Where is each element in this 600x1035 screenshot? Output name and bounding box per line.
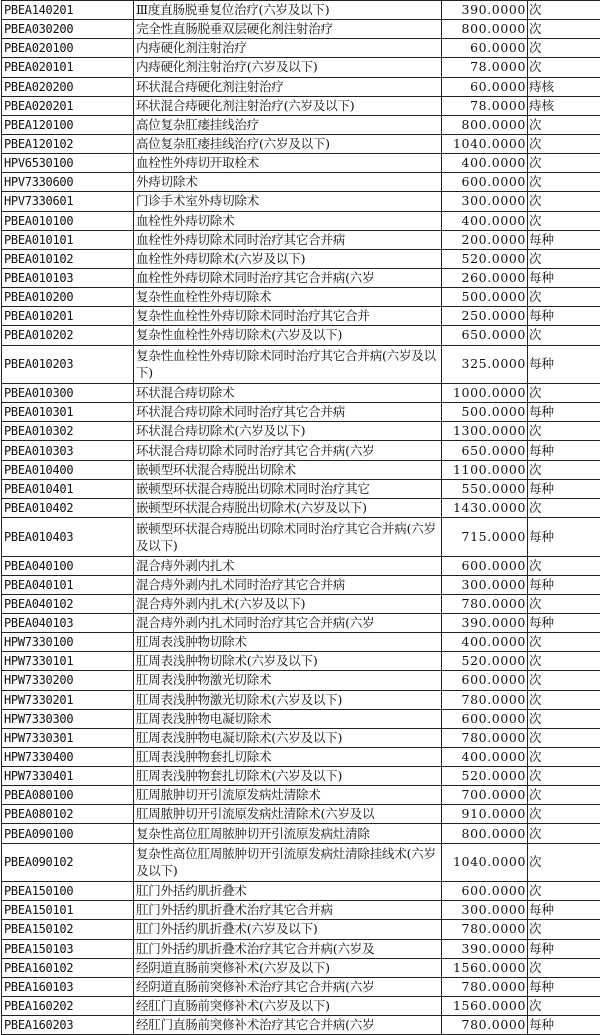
item-price: 500.0000 xyxy=(442,288,528,307)
item-code: PBEA010203 xyxy=(2,345,134,384)
item-code: PBEA010301 xyxy=(2,403,134,422)
table-row xyxy=(2,211,600,230)
table-row xyxy=(2,58,600,77)
item-unit: 次 xyxy=(528,709,600,728)
item-name: 肛周表浅肿物电凝切除术 xyxy=(134,709,442,728)
table-row xyxy=(2,20,600,39)
item-code: HPW7330401 xyxy=(2,767,134,786)
item-name: 肛门外括约肌折叠术(六岁及以下) xyxy=(134,920,442,939)
item-price: 400.0000 xyxy=(442,211,528,230)
item-code: PBEA160102 xyxy=(2,958,134,977)
fee-table xyxy=(1,0,600,1035)
item-price: 600.0000 xyxy=(442,882,528,901)
item-unit: 次 xyxy=(528,173,600,192)
item-price: 780.0000 xyxy=(442,920,528,939)
table-row xyxy=(2,977,600,996)
item-name: 内痔硬化剂注射治疗(六岁及以下) xyxy=(134,58,442,77)
item-name: 环状混合痔切除术同时治疗其它合并病 xyxy=(134,403,442,422)
item-price: 600.0000 xyxy=(442,173,528,192)
item-name: 复杂性血栓性外痔切除术 xyxy=(134,288,442,307)
item-name: 环状混合痔切除术 xyxy=(134,384,442,403)
item-unit: 每种 xyxy=(528,1016,600,1035)
table-row xyxy=(2,805,600,824)
item-code: PBEA010100 xyxy=(2,211,134,230)
item-unit: 每种 xyxy=(528,441,600,460)
item-name: 门诊手术室外痔切除术 xyxy=(134,192,442,211)
item-code: PBEA010201 xyxy=(2,307,134,326)
item-name: 嵌顿型环状混合痔脱出切除术 xyxy=(134,460,442,479)
table-row xyxy=(2,115,600,134)
table-row xyxy=(2,498,600,517)
item-price: 780.0000 xyxy=(442,1016,528,1035)
item-price: 650.0000 xyxy=(442,441,528,460)
item-price: 520.0000 xyxy=(442,249,528,268)
item-unit: 每种 xyxy=(528,307,600,326)
table-row xyxy=(2,594,600,613)
item-name: 复杂性血栓性外痔切除术同时治疗其它合并 xyxy=(134,307,442,326)
item-unit: 次 xyxy=(528,249,600,268)
item-name: 经肛门直肠前突修补术(六岁及以下) xyxy=(134,996,442,1015)
table-row xyxy=(2,326,600,345)
item-name: 肛门外括约肌折叠术 xyxy=(134,882,442,901)
item-price: 60.0000 xyxy=(442,39,528,58)
item-price: 600.0000 xyxy=(442,671,528,690)
table-row xyxy=(2,652,600,671)
table-row xyxy=(2,134,600,153)
table-row xyxy=(2,249,600,268)
item-name: 高位复杂肛瘘挂线治疗 xyxy=(134,115,442,134)
item-code: PBEA080102 xyxy=(2,805,134,824)
item-price: 250.0000 xyxy=(442,307,528,326)
item-unit: 次 xyxy=(528,671,600,690)
item-code: PBEA080100 xyxy=(2,786,134,805)
item-price: 200.0000 xyxy=(442,230,528,249)
item-name: 肛周表浅肿物电凝切除术(六岁及以下) xyxy=(134,728,442,747)
item-price: 1100.0000 xyxy=(442,460,528,479)
item-price: 780.0000 xyxy=(442,728,528,747)
item-price: 600.0000 xyxy=(442,556,528,575)
table-row xyxy=(2,403,600,422)
table-row xyxy=(2,307,600,326)
item-price: 1300.0000 xyxy=(442,422,528,441)
item-code: PBEA020201 xyxy=(2,96,134,115)
item-name: 复杂性高位肛周脓肿切开引流原发病灶清除 xyxy=(134,824,442,843)
item-code: PBEA160103 xyxy=(2,977,134,996)
item-unit: 次 xyxy=(528,211,600,230)
item-price: 78.0000 xyxy=(442,58,528,77)
item-code: PBEA010202 xyxy=(2,326,134,345)
item-price: 1040.0000 xyxy=(442,843,528,882)
item-name: 嵌顿型环状混合痔脱出切除术同时治疗其它 xyxy=(134,479,442,498)
item-unit: 每种 xyxy=(528,977,600,996)
table-row xyxy=(2,575,600,594)
item-code: HPV7330601 xyxy=(2,192,134,211)
item-unit: 次 xyxy=(528,996,600,1015)
item-price: 910.0000 xyxy=(442,805,528,824)
table-row xyxy=(2,384,600,403)
item-price: 400.0000 xyxy=(442,633,528,652)
item-code: PBEA090100 xyxy=(2,824,134,843)
item-unit: 次 xyxy=(528,288,600,307)
item-name: 复杂性高位肛周脓肿切开引流原发病灶清除挂线术(六岁及以下) xyxy=(134,843,442,882)
item-code: PBEA150102 xyxy=(2,920,134,939)
item-name: 嵌顿型环状混合痔脱出切除术同时治疗其它合并病(六岁及以下) xyxy=(134,518,442,557)
item-code: PBEA150101 xyxy=(2,901,134,920)
table-row xyxy=(2,633,600,652)
item-code: PBEA010103 xyxy=(2,268,134,287)
item-unit: 每种 xyxy=(528,268,600,287)
item-price: 1000.0000 xyxy=(442,384,528,403)
item-code: PBEA010302 xyxy=(2,422,134,441)
table-row xyxy=(2,173,600,192)
table-row xyxy=(2,96,600,115)
item-code: PBEA090102 xyxy=(2,843,134,882)
table-row xyxy=(2,154,600,173)
table-row xyxy=(2,192,600,211)
item-unit: 次 xyxy=(528,39,600,58)
item-code: PBEA010401 xyxy=(2,479,134,498)
item-code: PBEA020101 xyxy=(2,58,134,77)
table-row xyxy=(2,690,600,709)
item-name: 肛周表浅肿物套扎切除术(六岁及以下) xyxy=(134,767,442,786)
item-price: 78.0000 xyxy=(442,96,528,115)
item-code: HPW7330100 xyxy=(2,633,134,652)
item-code: PBEA020200 xyxy=(2,77,134,96)
table-row xyxy=(2,767,600,786)
item-price: 780.0000 xyxy=(442,594,528,613)
table-row xyxy=(2,728,600,747)
item-unit: 次 xyxy=(528,326,600,345)
item-unit: 次 xyxy=(528,20,600,39)
item-price: 550.0000 xyxy=(442,479,528,498)
item-price: 1560.0000 xyxy=(442,996,528,1015)
item-code: HPV7330600 xyxy=(2,173,134,192)
item-price: 1430.0000 xyxy=(442,498,528,517)
item-name: 环状混合痔硬化剂注射治疗 xyxy=(134,77,442,96)
item-name: 内痔硬化剂注射治疗 xyxy=(134,39,442,58)
table-row xyxy=(2,671,600,690)
item-unit: 次 xyxy=(528,422,600,441)
item-unit: 次 xyxy=(528,594,600,613)
table-row xyxy=(2,77,600,96)
item-name: 环状混合痔切除术同时治疗其它合并病(六岁 xyxy=(134,441,442,460)
item-name: 肛周表浅肿物切除术 xyxy=(134,633,442,652)
item-price: 390.0000 xyxy=(442,939,528,958)
table-row xyxy=(2,613,600,632)
item-unit: 次 xyxy=(528,747,600,766)
item-code: HPW7330400 xyxy=(2,747,134,766)
item-code: PBEA150100 xyxy=(2,882,134,901)
table-row xyxy=(2,288,600,307)
table-row xyxy=(2,230,600,249)
table-row xyxy=(2,479,600,498)
item-unit: 次 xyxy=(528,1,600,20)
table-row xyxy=(2,996,600,1015)
item-unit: 每种 xyxy=(528,479,600,498)
item-price: 300.0000 xyxy=(442,575,528,594)
item-name: 血栓性外痔切除术(六岁及以下) xyxy=(134,249,442,268)
item-name: 肛门外括约肌折叠术治疗其它合并病(六岁及 xyxy=(134,939,442,958)
item-name: 肛周表浅肿物套扎切除术 xyxy=(134,747,442,766)
item-name: 复杂性血栓性外痔切除术(六岁及以下) xyxy=(134,326,442,345)
item-name: 肛周脓肿切开引流原发病灶清除术 xyxy=(134,786,442,805)
item-price: 520.0000 xyxy=(442,652,528,671)
table-row xyxy=(2,882,600,901)
item-code: PBEA040102 xyxy=(2,594,134,613)
item-unit: 次 xyxy=(528,920,600,939)
item-price: 800.0000 xyxy=(442,115,528,134)
item-unit: 次 xyxy=(528,767,600,786)
table-row xyxy=(2,958,600,977)
table-row xyxy=(2,1016,600,1035)
table-row xyxy=(2,786,600,805)
item-unit: 次 xyxy=(528,498,600,517)
item-price: 260.0000 xyxy=(442,268,528,287)
item-code: HPW7330201 xyxy=(2,690,134,709)
item-price: 800.0000 xyxy=(442,824,528,843)
item-name: 血栓性外痔切开取栓术 xyxy=(134,154,442,173)
item-price: 390.0000 xyxy=(442,613,528,632)
item-code: PBEA010303 xyxy=(2,441,134,460)
item-unit: 痔核 xyxy=(528,77,600,96)
item-code: PBEA140201 xyxy=(2,1,134,20)
item-name: 混合痔外剥内扎术(六岁及以下) xyxy=(134,594,442,613)
item-code: PBEA030200 xyxy=(2,20,134,39)
item-name: 血栓性外痔切除术同时治疗其它合并病 xyxy=(134,230,442,249)
item-unit: 次 xyxy=(528,786,600,805)
item-name: 经阴道直肠前突修补术治疗其它合并病(六岁 xyxy=(134,977,442,996)
item-price: 300.0000 xyxy=(442,192,528,211)
table-row xyxy=(2,39,600,58)
item-unit: 次 xyxy=(528,728,600,747)
item-unit: 次 xyxy=(528,633,600,652)
table-row xyxy=(2,824,600,843)
table-row xyxy=(2,268,600,287)
item-name: 肛周表浅肿物激光切除术(六岁及以下) xyxy=(134,690,442,709)
item-code: PBEA010102 xyxy=(2,249,134,268)
item-code: PBEA040103 xyxy=(2,613,134,632)
item-code: PBEA120102 xyxy=(2,134,134,153)
item-price: 325.0000 xyxy=(442,345,528,384)
item-unit: 次 xyxy=(528,556,600,575)
item-code: HPW7330200 xyxy=(2,671,134,690)
item-price: 520.0000 xyxy=(442,767,528,786)
item-code: PBEA010400 xyxy=(2,460,134,479)
item-name: 混合痔外剥内扎术同时治疗其它合并病(六岁 xyxy=(134,613,442,632)
item-code: PBEA020100 xyxy=(2,39,134,58)
item-unit: 痔核 xyxy=(528,96,600,115)
item-code: HPW7330301 xyxy=(2,728,134,747)
item-unit: 次 xyxy=(528,843,600,882)
item-unit: 次 xyxy=(528,154,600,173)
item-unit: 次 xyxy=(528,192,600,211)
item-unit: 次 xyxy=(528,805,600,824)
item-name: 肛周表浅肿物激光切除术 xyxy=(134,671,442,690)
item-name: 血栓性外痔切除术同时治疗其它合并病(六岁 xyxy=(134,268,442,287)
item-unit: 每种 xyxy=(528,230,600,249)
item-price: 600.0000 xyxy=(442,709,528,728)
item-price: 60.0000 xyxy=(442,77,528,96)
item-unit: 每种 xyxy=(528,939,600,958)
item-code: PBEA010300 xyxy=(2,384,134,403)
item-name: 经肛门直肠前突修补术治疗其它合并病(六岁 xyxy=(134,1016,442,1035)
item-price: 700.0000 xyxy=(442,786,528,805)
item-price: 800.0000 xyxy=(442,20,528,39)
item-name: 肛门外括约肌折叠术治疗其它合并病 xyxy=(134,901,442,920)
item-price: 500.0000 xyxy=(442,403,528,422)
item-name: 血栓性外痔切除术 xyxy=(134,211,442,230)
item-code: PBEA120100 xyxy=(2,115,134,134)
item-name: 经阴道直肠前突修补术(六岁及以下) xyxy=(134,958,442,977)
item-price: 400.0000 xyxy=(442,154,528,173)
table-row xyxy=(2,460,600,479)
item-unit: 次 xyxy=(528,690,600,709)
item-price: 300.0000 xyxy=(442,901,528,920)
item-name: 环状混合痔切除术(六岁及以下) xyxy=(134,422,442,441)
item-name: 肛周表浅肿物切除术(六岁及以下) xyxy=(134,652,442,671)
table-row xyxy=(2,843,600,882)
item-name: 混合痔外剥内扎术 xyxy=(134,556,442,575)
item-name: 复杂性血栓性外痔切除术同时治疗其它合并病(六岁及以下) xyxy=(134,345,442,384)
item-price: 780.0000 xyxy=(442,690,528,709)
table-row xyxy=(2,441,600,460)
item-code: HPW7330300 xyxy=(2,709,134,728)
item-unit: 每种 xyxy=(528,403,600,422)
item-code: PBEA040101 xyxy=(2,575,134,594)
table-row xyxy=(2,345,600,384)
item-name: 肛周脓肿切开引流原发病灶清除术(六岁及以 xyxy=(134,805,442,824)
item-name: 嵌顿型环状混合痔脱出切除术(六岁及以下) xyxy=(134,498,442,517)
item-unit: 次 xyxy=(528,115,600,134)
item-name: 高位复杂肛瘘挂线治疗(六岁及以下) xyxy=(134,134,442,153)
item-unit: 次 xyxy=(528,460,600,479)
item-name: 混合痔外剥内扎术同时治疗其它合并病 xyxy=(134,575,442,594)
item-name: 外痔切除术 xyxy=(134,173,442,192)
item-code: PBEA160202 xyxy=(2,996,134,1015)
table-row xyxy=(2,556,600,575)
item-name: 环状混合痔硬化剂注射治疗(六岁及以下) xyxy=(134,96,442,115)
table-row xyxy=(2,709,600,728)
item-code: PBEA010403 xyxy=(2,518,134,557)
item-code: HPW7330101 xyxy=(2,652,134,671)
item-price: 780.0000 xyxy=(442,977,528,996)
item-code: PBEA160203 xyxy=(2,1016,134,1035)
item-unit: 次 xyxy=(528,958,600,977)
item-unit: 每种 xyxy=(528,901,600,920)
item-unit: 每种 xyxy=(528,518,600,557)
item-unit: 每种 xyxy=(528,345,600,384)
item-unit: 每种 xyxy=(528,575,600,594)
item-price: 1560.0000 xyxy=(442,958,528,977)
item-code: HPV6530100 xyxy=(2,154,134,173)
table-row xyxy=(2,901,600,920)
table-row xyxy=(2,518,600,557)
table-row xyxy=(2,422,600,441)
item-unit: 次 xyxy=(528,652,600,671)
item-price: 400.0000 xyxy=(442,747,528,766)
item-unit: 次 xyxy=(528,882,600,901)
item-name: Ⅲ度直肠脱垂复位治疗(六岁及以下) xyxy=(134,1,442,20)
fee-table-body xyxy=(2,1,600,1035)
item-code: PBEA010402 xyxy=(2,498,134,517)
table-row xyxy=(2,1,600,20)
item-unit: 次 xyxy=(528,384,600,403)
item-price: 650.0000 xyxy=(442,326,528,345)
table-row xyxy=(2,939,600,958)
item-code: PBEA040100 xyxy=(2,556,134,575)
item-unit: 次 xyxy=(528,134,600,153)
table-row xyxy=(2,920,600,939)
item-code: PBEA150103 xyxy=(2,939,134,958)
table-row xyxy=(2,747,600,766)
item-code: PBEA010200 xyxy=(2,288,134,307)
item-name: 完全性直肠脱垂双层硬化剂注射治疗 xyxy=(134,20,442,39)
item-price: 390.0000 xyxy=(442,1,528,20)
item-price: 715.0000 xyxy=(442,518,528,557)
item-unit: 次 xyxy=(528,824,600,843)
item-price: 1040.0000 xyxy=(442,134,528,153)
item-code: PBEA010101 xyxy=(2,230,134,249)
item-unit: 次 xyxy=(528,58,600,77)
item-unit: 每种 xyxy=(528,613,600,632)
